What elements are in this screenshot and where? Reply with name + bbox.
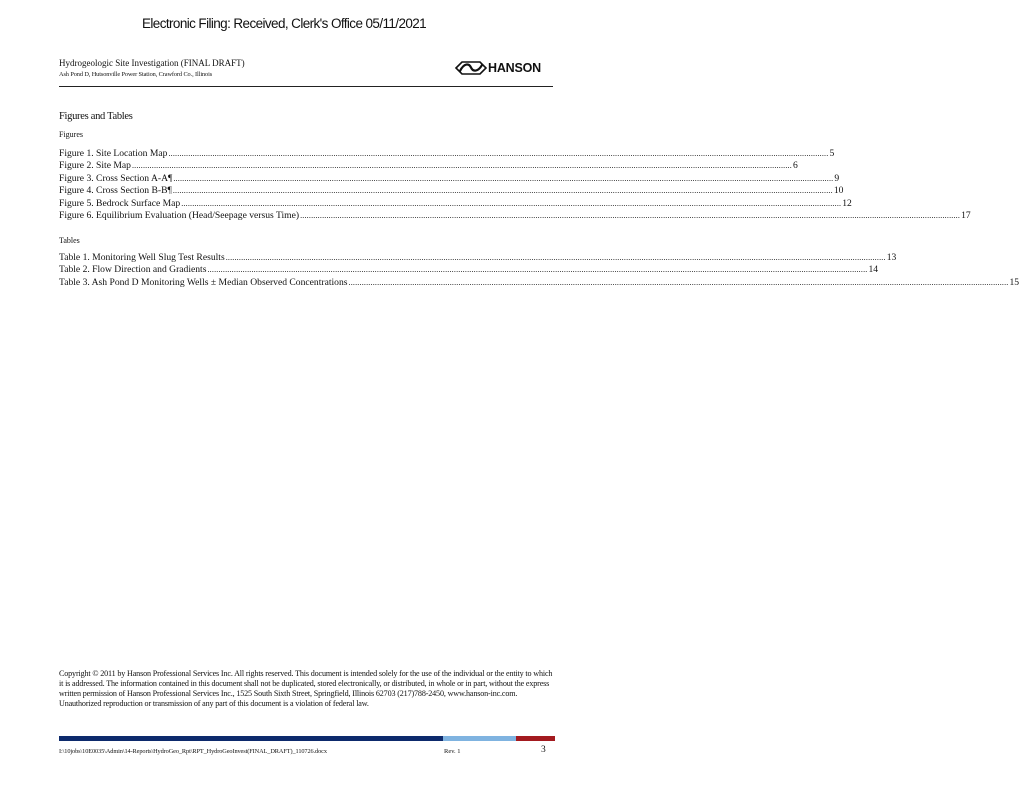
toc-entry-page: 9 xyxy=(834,172,840,184)
toc-dot-leader: ............................................................................................................................................................................................................................................................................................................ xyxy=(173,173,834,183)
toc-entry-label: Table 1. Monitoring Well Slug Test Results xyxy=(59,252,225,263)
document-title: Hydrogeologic Site Investigation (FINAL DRAFT) xyxy=(59,58,245,68)
footer-file-path: I:\10jobs\10E0035\Admin\14-Reports\HydroGeo_Rpt\RPT_HydroGeoInvest(FINAL_DRAFT)_110726.docx xyxy=(59,748,327,755)
footer-bar-light-blue xyxy=(443,736,516,741)
toc-entry-figure-4[interactable] xyxy=(59,185,844,197)
electronic-filing-stamp: Electronic Filing: Received, Clerk's Office 05/11/2021 xyxy=(142,16,427,31)
toc-entry-table-2[interactable] xyxy=(59,264,879,276)
page-number: 3 xyxy=(541,745,546,755)
toc-entry-page: 10 xyxy=(833,185,844,197)
figure-list xyxy=(59,148,971,222)
toc-entry-label: Figure 2. Site Map xyxy=(59,160,131,172)
footer-bar-red xyxy=(516,736,555,741)
toc-dot-leader: ............................................................................................................................................................................................................................................................................................................ xyxy=(225,253,886,262)
logo-text: HANSON xyxy=(488,60,541,75)
toc-entry-table-1[interactable] xyxy=(59,252,897,264)
footer-bar-navy xyxy=(59,736,443,741)
document-subtitle: Ash Pond D, Hutsonville Power Station, Crawford Co., Illinois xyxy=(59,71,213,78)
toc-entry-figure-1[interactable] xyxy=(59,148,835,160)
section-heading: Figures and Tables xyxy=(59,111,133,122)
hanson-logo-icon xyxy=(455,59,487,76)
header-divider xyxy=(59,86,553,87)
copyright-notice: Copyright © 2011 by Hanson Professional Services Inc. All rights reserved. This document is intended solely for the use of the individual or the entity to which it is addressed. The information contained in this document shall not be duplicated, stored electronically, or distributed, in whole or in part, without the express written permission of Hanson Professional Services Inc., 1525 South Sixth Street, Springfield, Illinois 62703 (217)788-2450, www.hanson-inc.com. Unauthorized reproduction or transmission of any part of this document is a violation of federal law. xyxy=(59,669,553,708)
toc-entry-page: 14 xyxy=(868,264,879,276)
toc-dot-leader: ............................................................................................................................................................................................................................................................................................................ xyxy=(172,186,833,196)
figures-heading: Figures xyxy=(59,130,83,139)
toc-entry-figure-2[interactable] xyxy=(59,160,798,172)
toc-entry-label: Figure 4. Cross Section B-B¶ xyxy=(59,185,172,197)
toc-entry-label: Table 3. Ash Pond D Monitoring Wells ± Median Observed Concentrations xyxy=(59,276,348,288)
toc-entry-label: Figure 5. Bedrock Surface Map xyxy=(59,197,181,209)
hanson-logo xyxy=(455,59,541,76)
tables-heading: Tables xyxy=(59,236,80,245)
toc-entry-figure-3[interactable] xyxy=(59,172,840,185)
toc-entry-page: 15 xyxy=(1009,276,1019,288)
toc-dot-leader: ............................................................................................................................................................................................................................................................................................................ xyxy=(181,198,842,208)
toc-entry-page: 12 xyxy=(842,197,852,209)
toc-entry-label: Figure 1. Site Location Map xyxy=(59,148,168,159)
toc-dot-leader: ............................................................................................................................................................................................................................................................................................................ xyxy=(131,161,792,171)
toc-entry-figure-6[interactable] xyxy=(59,209,971,222)
toc-entry-page: 13 xyxy=(886,252,897,263)
toc-entry-table-3[interactable] xyxy=(59,276,1019,289)
toc-entry-page: 5 xyxy=(829,148,835,159)
table-list xyxy=(59,252,1019,289)
toc-entry-figure-5[interactable] xyxy=(59,197,852,210)
toc-dot-leader: ............................................................................................................................................................................................................................................................................................................ xyxy=(168,149,829,158)
footer-revision: Rev. 1 xyxy=(444,748,461,755)
toc-entry-label: Figure 6. Equilibrium Evaluation (Head/Seepage versus Time) xyxy=(59,209,300,221)
toc-entry-label: Figure 3. Cross Section A-A¶ xyxy=(59,172,173,184)
toc-entry-page: 17 xyxy=(961,209,971,221)
toc-entry-page: 6 xyxy=(792,160,798,172)
toc-dot-leader: ............................................................................................................................................................................................................................................................................................................ xyxy=(348,277,1009,287)
toc-dot-leader: ............................................................................................................................................................................................................................................................................................................ xyxy=(300,210,961,220)
toc-entry-label: Table 2. Flow Direction and Gradients xyxy=(59,264,207,276)
toc-dot-leader: ............................................................................................................................................................................................................................................................................................................ xyxy=(207,265,868,275)
